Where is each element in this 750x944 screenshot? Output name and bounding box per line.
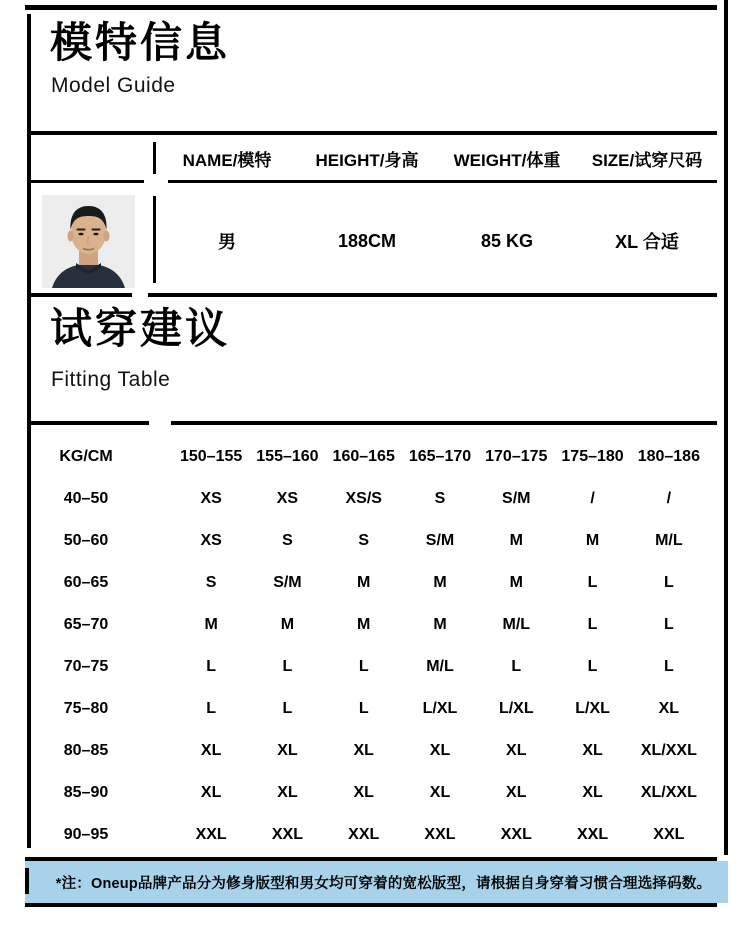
fitting-size-cell: /: [666, 490, 672, 507]
frame-right-line: [724, 0, 728, 855]
fitting-size-cell: L/XL: [498, 700, 534, 717]
fitting-row-label: 75–80: [63, 700, 109, 717]
fitting-size-cell: L: [282, 700, 293, 717]
fitting-size-cell: S: [434, 490, 446, 507]
model-weight-value: 85 KG: [480, 230, 534, 251]
fitting-size-cell: XL: [506, 784, 527, 801]
model-header-divider: [153, 142, 156, 174]
fitting-row-label: 65–70: [63, 616, 109, 633]
fitting-size-cell: S: [205, 574, 217, 591]
fitting-size-cell: M/L: [655, 532, 683, 549]
fitting-row-label: 70–75: [63, 658, 109, 675]
model-section-divider: [30, 131, 717, 135]
fitting-row-label: 90–95: [63, 826, 109, 843]
fitting-size-cell: M: [585, 532, 600, 549]
fitting-size-cell: XXL: [271, 826, 303, 843]
note-bottom-line: [25, 903, 717, 907]
fitting-size-cell: M: [357, 574, 371, 591]
fitting-size-cell: M: [204, 616, 218, 633]
fitting-label-column: [30, 436, 142, 856]
fitting-size-cell: L: [282, 658, 293, 675]
fitting-col-header: 150–155: [179, 448, 243, 465]
model-header-underline-left: [30, 180, 144, 183]
fitting-size-cell: XXL: [424, 826, 456, 843]
fitting-col-header: 175–180: [561, 448, 624, 465]
model-section-subtitle: Model Guide: [51, 74, 176, 97]
fitting-row-label: 50–60: [63, 532, 109, 549]
fitting-size-cell: L: [206, 658, 217, 675]
note-left-notch: [25, 868, 29, 894]
fitting-size-cell: XL/XXL: [640, 742, 697, 759]
model-table-header-row: [157, 139, 717, 177]
fitting-size-cell: XXL: [577, 826, 609, 843]
fitting-col-header: 160–165: [332, 448, 395, 465]
fitting-col-header: 180–186: [637, 448, 700, 465]
fitting-size-cell: M: [357, 616, 371, 633]
fitting-size-cell: XL: [353, 742, 374, 759]
fitting-size-cell: L: [663, 616, 674, 633]
frame-top-line: [25, 5, 717, 10]
fitting-size-cell: S: [358, 532, 370, 549]
fitting-size-cell: M: [509, 574, 523, 591]
fitting-size-cell: XL/XXL: [640, 784, 697, 801]
fitting-size-cell: XXL: [653, 826, 685, 843]
fitting-size-cell: XS: [200, 490, 222, 507]
model-portrait-graphic: [42, 195, 135, 288]
fitting-row-label: 60–65: [63, 574, 109, 591]
model-name-value: 男: [218, 232, 236, 252]
fitting-size-cell: S/M: [425, 532, 455, 549]
fitting-size-cell: M: [280, 616, 295, 633]
fitting-size-cell: L: [663, 658, 674, 675]
fitting-size-cell: S: [282, 532, 293, 549]
fitting-section-divider-right: [171, 421, 717, 425]
fitting-corner-header: KG/CM: [59, 448, 113, 465]
fitting-value-grid: [173, 436, 707, 856]
fitting-size-cell: XS: [200, 532, 222, 549]
fitting-size-cell: XL: [429, 742, 451, 759]
fitting-size-cell: XS: [276, 490, 299, 507]
fitting-size-cell: L: [587, 658, 598, 675]
fitting-size-cell: L/XL: [575, 700, 610, 717]
fitting-size-cell: /: [590, 490, 595, 507]
fitting-size-cell: M/L: [502, 616, 531, 633]
fitting-size-cell: XL: [582, 784, 603, 801]
fitting-size-cell: XL: [658, 700, 680, 717]
fitting-size-cell: S/M: [502, 490, 531, 507]
model-col-header-weight: WEIGHT/体重: [453, 150, 561, 170]
fitting-size-cell: M: [509, 532, 523, 549]
fitting-size-cell: XL: [582, 742, 603, 759]
fitting-row-label: 80–85: [63, 742, 109, 759]
fitting-size-cell: L: [358, 700, 369, 717]
model-col-header-name: NAME/模特: [182, 150, 272, 170]
fitting-size-cell: XL: [200, 784, 222, 801]
fitting-size-cell: XL: [200, 742, 222, 759]
fitting-size-cell: XL: [506, 742, 527, 759]
model-header-underline-right: [168, 180, 717, 183]
fitting-size-cell: XXL: [500, 826, 532, 843]
model-height-value: 188CM: [337, 230, 397, 251]
fitting-size-cell: L: [206, 700, 217, 717]
fitting-col-header: 155–160: [256, 448, 319, 465]
fitting-size-cell: XL: [353, 784, 374, 801]
fitting-row-label: 85–90: [63, 784, 109, 801]
fitting-col-header: 170–175: [485, 448, 548, 465]
fitting-size-cell: XL: [277, 742, 298, 759]
model-row-underline-right: [148, 293, 717, 297]
fitting-size-cell: L: [663, 574, 674, 591]
fitting-section-title: 试穿建议: [50, 305, 231, 352]
fitting-section-subtitle: Fitting Table: [51, 368, 171, 391]
model-photo: [42, 195, 135, 288]
fitting-size-cell: S/M: [273, 574, 302, 591]
model-row-underline-left: [30, 293, 132, 297]
fitting-size-cell: XL: [429, 784, 451, 801]
fitting-size-cell: M: [433, 574, 447, 591]
model-size-value: XL 合适: [615, 232, 679, 252]
fitting-section-divider-left: [30, 421, 149, 425]
model-section-title: 模特信息: [50, 19, 231, 66]
fitting-size-cell: XL: [277, 784, 298, 801]
fitting-row-label: 40–50: [63, 490, 109, 507]
fitting-size-cell: M: [433, 616, 447, 633]
note-text: *注：Oneup品牌产品分为修身版型和男女均可穿着的宽松版型，请根据自身穿着习惯合理选择码数。: [55, 875, 712, 892]
fitting-size-cell: L: [511, 658, 522, 675]
fitting-col-header: 165–170: [408, 448, 472, 465]
fitting-size-cell: M/L: [426, 658, 454, 675]
fitting-size-cell: L/XL: [422, 700, 458, 717]
fitting-size-cell: L: [587, 616, 598, 633]
fitting-size-cell: L: [587, 574, 598, 591]
fitting-size-cell: XS/S: [345, 490, 382, 507]
model-col-header-height: HEIGHT/身高: [315, 150, 419, 170]
fitting-size-cell: XXL: [348, 826, 380, 843]
note-banner: [25, 861, 728, 903]
fitting-size-cell: L: [358, 658, 369, 675]
model-table-value-row: [157, 196, 717, 286]
model-row-divider: [153, 196, 156, 283]
model-col-header-size: SIZE/试穿尺码: [591, 150, 703, 170]
fitting-size-cell: XXL: [195, 826, 227, 843]
